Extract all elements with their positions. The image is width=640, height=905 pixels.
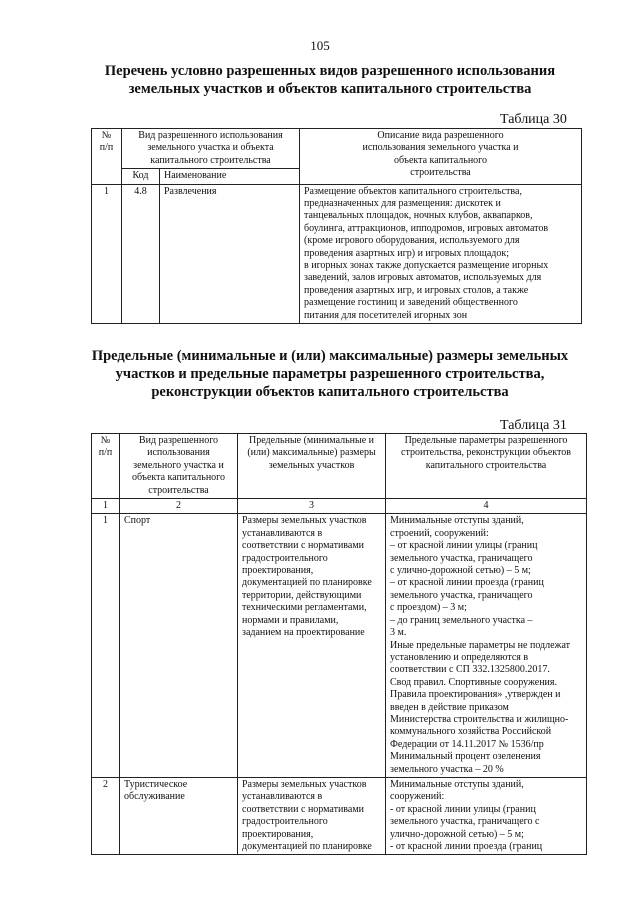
- cell-sizes: Размеры земельных участков устанавливаются в соответствии с нормативами градостроительного проектирования, документацией по планировке территории, действующими техническими регламентами, нормами и правилами, заданием на проектирование: [238, 514, 386, 778]
- header-sizes: Предельные (минимальные и (или) максимальные) размеры земельных участков: [238, 434, 386, 499]
- heading-line: Предельные (минимальные и (или) максимальные) размеры земельных: [91, 348, 569, 364]
- table-row: [92, 514, 587, 778]
- col-number: 2: [120, 499, 238, 514]
- cell-num: 1: [92, 514, 120, 778]
- cell-params: Минимальные отступы зданий, строений, сооружений: – от красной линии улицы (границ земельного участка, граничащего с улично-дорожной сетью) – 5 м; – от красной линии проезда (границ земельного участка, граничащего с проездом) – 3 м; – до границ земельного участка – 3 м. Иные предельные параметры не подлежат установлению и определяются в соответствии с СП 332.1325800.2017. Свод правил. Спортивные сооружения. Правила проектирования» ,утвержден и введен в действие приказом Министерства строительства и жилищно- коммунального хозяйства Российской Федерации от 14.11.2017 № 1536/пр Минимальный процент озеленения земельного участка – 20 %: [386, 514, 587, 778]
- table-30: [91, 128, 582, 324]
- table-header-row: [92, 129, 582, 169]
- table-row: [92, 777, 587, 854]
- header-use-type: Вид разрешенного использования земельного участка и объекта капитального строительства: [122, 129, 300, 169]
- heading-table-31: [60, 347, 600, 401]
- header-num: № п/п: [92, 434, 120, 499]
- heading-line: участков и предельные параметры разрешенного строительства,: [115, 366, 545, 382]
- heading-line: земельных участков и объектов капитального строительства: [128, 81, 532, 97]
- cell-code: 4.8: [122, 184, 160, 323]
- table-31: [91, 433, 587, 855]
- cell-num: 1: [92, 184, 122, 323]
- table-31-label: Таблица 31: [500, 418, 567, 433]
- cell-description: Размещение объектов капитального строительства, предназначенных для размещения: дискотек и танцевальных площадок, ночных клубов, аквапарков, боулинга, аттракционов, ипподромов, игровых автоматов (кроме игрового оборудования, используемого для проведения азартных игр) и игровых площадок; в игорных зонах также допускается размещение игорных заведений, залов игровых автоматов, используемых для проведения азартных игр, и игровых столов, а также размещение гостиниц и заведений общественного питания для посетителей игорных зон: [300, 184, 582, 323]
- column-number-row: [92, 499, 587, 514]
- col-number: 3: [238, 499, 386, 514]
- col-number: 1: [92, 499, 120, 514]
- header-params: Предельные параметры разрешенного строительства, реконструкции объектов капитального строительства: [386, 434, 587, 499]
- header-description: Описание вида разрешенного использования земельного участка и объекта капитального строительства: [300, 129, 582, 185]
- header-num: № п/п: [92, 129, 122, 185]
- header-name: Наименование: [160, 169, 300, 184]
- page-number: 105: [310, 38, 330, 53]
- cell-use-type: Спорт: [120, 514, 238, 778]
- col-number: 4: [386, 499, 587, 514]
- cell-use-type: Туристическое обслуживание: [120, 777, 238, 854]
- cell-num: 2: [92, 777, 120, 854]
- cell-params: Минимальные отступы зданий, сооружений: - от красной линии улицы (границ земельного участка, граничащего с улично-дорожной сетью) – 5 м; - от красной линии проезда (границ: [386, 777, 587, 854]
- heading-line: Перечень условно разрешенных видов разрешенного использования: [104, 63, 556, 79]
- table-row: [92, 184, 582, 323]
- heading-line: реконструкции объектов капитального строительства: [151, 384, 509, 400]
- header-code: Код: [122, 169, 160, 184]
- table-30-label: Таблица 30: [500, 112, 567, 127]
- header-use-type: Вид разрешенного использования земельного участка и объекта капитального строительства: [120, 434, 238, 499]
- cell-sizes: Размеры земельных участков устанавливаются в соответствии с нормативами градостроительного проектирования, документацией по планировке: [238, 777, 386, 854]
- table-header-row: [92, 434, 587, 499]
- heading-table-30: [60, 62, 600, 98]
- cell-name: Развлечения: [160, 184, 300, 323]
